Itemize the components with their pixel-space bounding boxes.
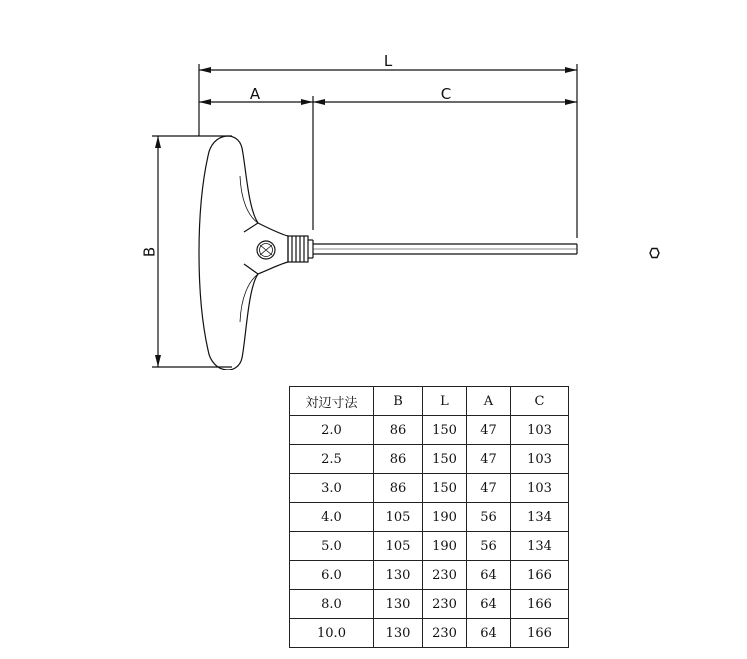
label-L: L	[383, 52, 393, 70]
cell-B: 86	[374, 474, 423, 503]
cell-hex-size: 2.0	[290, 416, 374, 445]
table-row	[290, 590, 569, 619]
cell-A: 64	[467, 561, 511, 590]
cell-C: 166	[511, 590, 569, 619]
cell-L: 150	[423, 474, 467, 503]
cell-B: 105	[374, 503, 423, 532]
cell-A: 47	[467, 445, 511, 474]
cell-C: 103	[511, 416, 569, 445]
cell-L: 150	[423, 445, 467, 474]
cell-A: 47	[467, 474, 511, 503]
ferrule	[288, 236, 313, 262]
label-A: A	[249, 85, 261, 103]
table-row	[290, 619, 569, 648]
header-hex-size: 対辺寸法	[290, 387, 374, 416]
cell-C: 134	[511, 532, 569, 561]
cell-hex-size: 8.0	[290, 590, 374, 619]
table-row	[290, 416, 569, 445]
cell-A: 47	[467, 416, 511, 445]
header-B: B	[374, 387, 423, 416]
cell-hex-size: 10.0	[290, 619, 374, 648]
cell-B: 130	[374, 561, 423, 590]
cell-A: 56	[467, 503, 511, 532]
cell-B: 86	[374, 445, 423, 474]
t-handle-grip	[199, 136, 258, 370]
cell-C: 103	[511, 445, 569, 474]
cell-L: 230	[423, 619, 467, 648]
cell-C: 166	[511, 619, 569, 648]
cell-B: 105	[374, 532, 423, 561]
cell-L: 230	[423, 590, 467, 619]
label-C: C	[440, 85, 452, 103]
hex-shaft	[313, 244, 577, 254]
cell-C: 134	[511, 503, 569, 532]
cell-L: 230	[423, 561, 467, 590]
header-C: C	[511, 387, 569, 416]
cell-A: 56	[467, 532, 511, 561]
table-row	[290, 532, 569, 561]
cell-hex-size: 2.5	[290, 445, 374, 474]
cell-B: 86	[374, 416, 423, 445]
dimension-spec-table	[289, 386, 569, 648]
header-L: L	[423, 387, 467, 416]
cell-A: 64	[467, 619, 511, 648]
handle-neck	[258, 223, 288, 274]
cell-B: 130	[374, 619, 423, 648]
cell-L: 190	[423, 532, 467, 561]
cell-B: 130	[374, 590, 423, 619]
cell-L: 190	[423, 503, 467, 532]
header-A: A	[467, 387, 511, 416]
cell-hex-size: 4.0	[290, 503, 374, 532]
brand-emblem-icon	[257, 241, 275, 259]
cell-hex-size: 3.0	[290, 474, 374, 503]
cell-C: 166	[511, 561, 569, 590]
cell-C: 103	[511, 474, 569, 503]
cell-hex-size: 6.0	[290, 561, 374, 590]
table-row	[290, 474, 569, 503]
label-B: B	[140, 246, 159, 258]
table-row	[290, 561, 569, 590]
cell-hex-size: 5.0	[290, 532, 374, 561]
cell-A: 64	[467, 590, 511, 619]
hexagon-cross-section-icon	[650, 249, 659, 258]
table-row	[290, 503, 569, 532]
table-row	[290, 445, 569, 474]
cell-L: 150	[423, 416, 467, 445]
table-header-row	[290, 387, 569, 416]
